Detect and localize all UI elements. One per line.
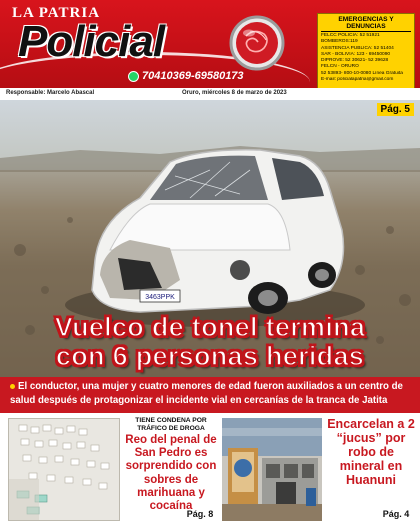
brand-logo: Policial: [18, 17, 165, 66]
emergency-box: [317, 13, 415, 88]
summary-text-wrapper: [10, 380, 412, 408]
brand-top: LA PATRIA: [12, 5, 101, 21]
story1-page: Pág. 8: [186, 509, 214, 519]
main-headline-line2[interactable]: con 6 personas heridas: [55, 341, 365, 371]
issue-date: Oruro, miércoles 8 de marzo de 2023: [182, 90, 287, 96]
story1-kicker: TIENE CONDENA POR TRÁFICO DE DROGA: [135, 417, 207, 432]
story1[interactable]: [122, 417, 220, 519]
story1-title[interactable]: Reo del penal de San Pedro es sorprendido con sobres de marihuana y cocaína: [125, 434, 217, 513]
responsable: Responsable: Marcelo Abascal: [6, 90, 95, 96]
main-summary: [0, 377, 420, 413]
main-headline-line1[interactable]: Vuelco de tonel termina: [54, 312, 366, 342]
info-strip: [0, 88, 420, 100]
story2-page: Pág. 4: [382, 509, 410, 519]
whatsapp-icon: [128, 71, 139, 82]
whatsapp-phone: [128, 70, 244, 82]
emergency-item: BOMBEROS:119: [321, 39, 358, 45]
phone-number: 70410369-69580173: [142, 70, 244, 82]
masthead: [0, 0, 420, 88]
emergency-item: ASISTENCIA PÚBLICA: 52 51404: [321, 45, 394, 51]
emergency-item: DIPROVE: 52 30621- 52 39628: [321, 58, 389, 64]
secondary-stories: [0, 413, 420, 527]
story2-title[interactable]: Encarcelan a 2 “jucus” por robo de mineral en Huanuni: [327, 417, 415, 487]
drug-packets-illustration: [9, 419, 120, 521]
emergency-item: FELCN - ORURO: [321, 64, 359, 70]
building-illustration: [222, 418, 322, 521]
story2[interactable]: [326, 417, 416, 519]
emergency-title: EMERGENCIAS Y DENUNCIAS: [321, 16, 411, 32]
emergency-item: 52 53893- 800-10-0080 Línea Gratuita: [321, 70, 403, 76]
emergency-item: SAR - BOLIVIA: 123 - 69450090: [321, 51, 391, 57]
emergency-item: FELCC POLICÍA: 52 51921: [321, 33, 380, 38]
story1-photo[interactable]: [8, 418, 120, 521]
summary-text: El conductor, una mujer y cuatro menores de edad fueron auxiliados a un centro de salud después de protagonizar el incidente vial en cercanías de la tranca de Jatita: [10, 381, 403, 406]
emergency-item: E-mail: policialapatria@gmail.com: [321, 77, 394, 83]
magnifier-icon: [228, 14, 286, 72]
story2-photo[interactable]: [222, 418, 322, 521]
page-tag-main: Pág. 5: [377, 103, 414, 116]
bullet-icon: [10, 384, 15, 389]
license-plate: 3463PPK: [145, 294, 175, 301]
